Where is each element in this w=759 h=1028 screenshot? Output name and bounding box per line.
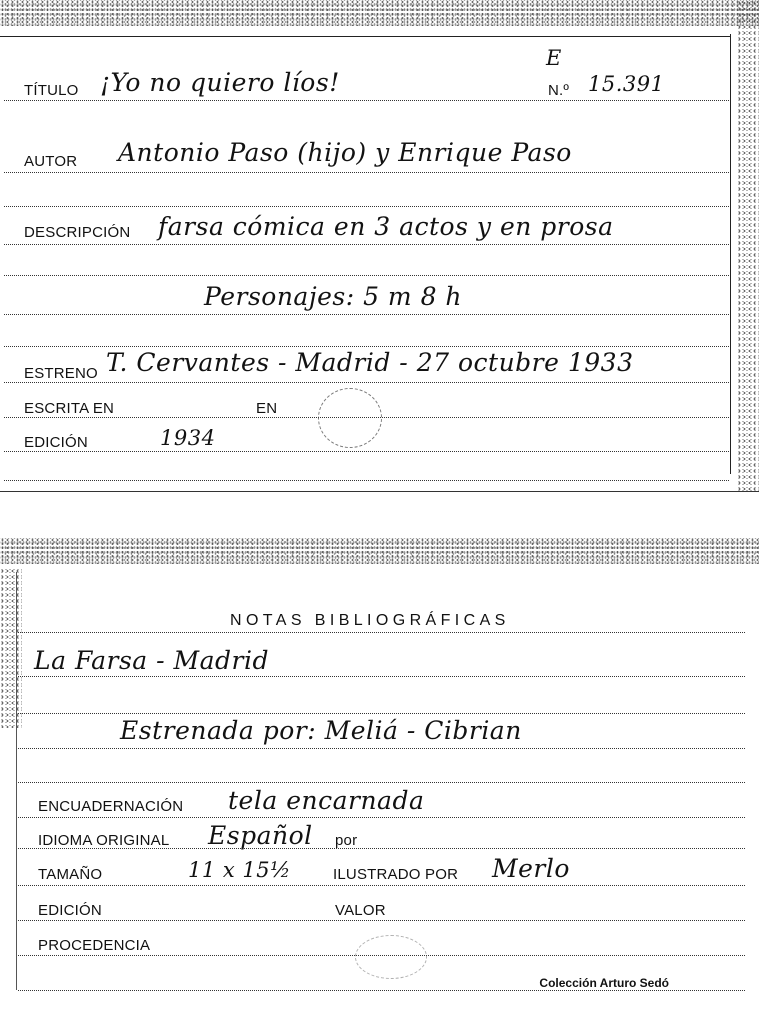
ruled-line bbox=[18, 748, 745, 749]
ruled-line bbox=[4, 244, 729, 245]
faded-stamp bbox=[318, 388, 382, 448]
card-border bbox=[16, 572, 17, 990]
titulo-value: ¡Yo no quiero líos! bbox=[100, 68, 340, 97]
por-label: por bbox=[335, 832, 358, 849]
card-border bbox=[0, 491, 759, 492]
collection-credit: Colección Arturo Sedó bbox=[539, 976, 669, 990]
estreno-label: ESTRENO bbox=[24, 365, 98, 382]
ruled-line bbox=[18, 782, 745, 783]
scan-noise bbox=[0, 568, 22, 728]
ruled-line bbox=[18, 713, 745, 714]
descripcion-value: farsa cómica en 3 actos y en prosa bbox=[158, 212, 614, 241]
procedencia-label: PROCEDENCIA bbox=[38, 937, 151, 954]
en-label: EN bbox=[256, 400, 278, 417]
numero-label: N.º bbox=[548, 82, 570, 99]
note-line: Estrenada por: Meliá - Cibrian bbox=[120, 716, 522, 745]
scan-noise bbox=[0, 538, 759, 564]
ruled-line bbox=[18, 990, 745, 991]
scan-noise bbox=[0, 0, 759, 26]
faded-stamp bbox=[355, 935, 427, 979]
idioma-value: Español bbox=[208, 821, 313, 850]
titulo-label: TÍTULO bbox=[24, 82, 79, 99]
numero-mark: E bbox=[546, 46, 562, 70]
autor-value: Antonio Paso (hijo) y Enrique Paso bbox=[118, 138, 572, 167]
card-border bbox=[730, 34, 731, 474]
ruled-line bbox=[18, 885, 745, 886]
tamano-value: 11 x 15½ bbox=[188, 858, 291, 882]
escrita-en-label: ESCRITA EN bbox=[24, 400, 115, 417]
ilustrado-value: Merlo bbox=[492, 854, 570, 883]
autor-label: AUTOR bbox=[24, 153, 78, 170]
descripcion-label: DESCRIPCIÓN bbox=[24, 224, 131, 241]
card-border bbox=[0, 36, 731, 37]
tamano-label: TAMAÑO bbox=[38, 866, 103, 883]
valor-label: VALOR bbox=[335, 902, 386, 919]
ruled-line bbox=[4, 275, 729, 276]
edicion-value: 1934 bbox=[160, 426, 216, 450]
ruled-line bbox=[4, 172, 729, 173]
idioma-label: IDIOMA ORIGINAL bbox=[38, 832, 170, 849]
encuadernacion-value: tela encarnada bbox=[228, 786, 425, 815]
section-heading: NOTAS BIBLIOGRÁFICAS bbox=[230, 612, 510, 629]
ilustrado-label: ILUSTRADO POR bbox=[333, 866, 459, 883]
ruled-line bbox=[18, 817, 745, 818]
edicion-label: EDICIÓN bbox=[24, 434, 88, 451]
personajes-value: Personajes: 5 m 8 h bbox=[204, 282, 463, 311]
ruled-line bbox=[4, 346, 729, 347]
ruled-line bbox=[4, 314, 729, 315]
estreno-value: T. Cervantes - Madrid - 27 octubre 1933 bbox=[106, 348, 634, 377]
scan-noise bbox=[737, 0, 759, 492]
note-line: La Farsa - Madrid bbox=[34, 646, 269, 675]
ruled-line bbox=[18, 676, 745, 677]
ruled-line bbox=[18, 632, 745, 633]
ruled-line bbox=[4, 100, 729, 101]
numero-value: 15.391 bbox=[588, 72, 665, 96]
ruled-line bbox=[4, 451, 729, 452]
catalog-card-front bbox=[0, 0, 759, 492]
ruled-line bbox=[4, 480, 729, 481]
ruled-line bbox=[4, 206, 729, 207]
encuadernacion-label: ENCUADERNACIÓN bbox=[38, 798, 184, 815]
edicion-label: EDICIÓN bbox=[38, 902, 102, 919]
ruled-line bbox=[4, 382, 729, 383]
ruled-line bbox=[18, 920, 745, 921]
